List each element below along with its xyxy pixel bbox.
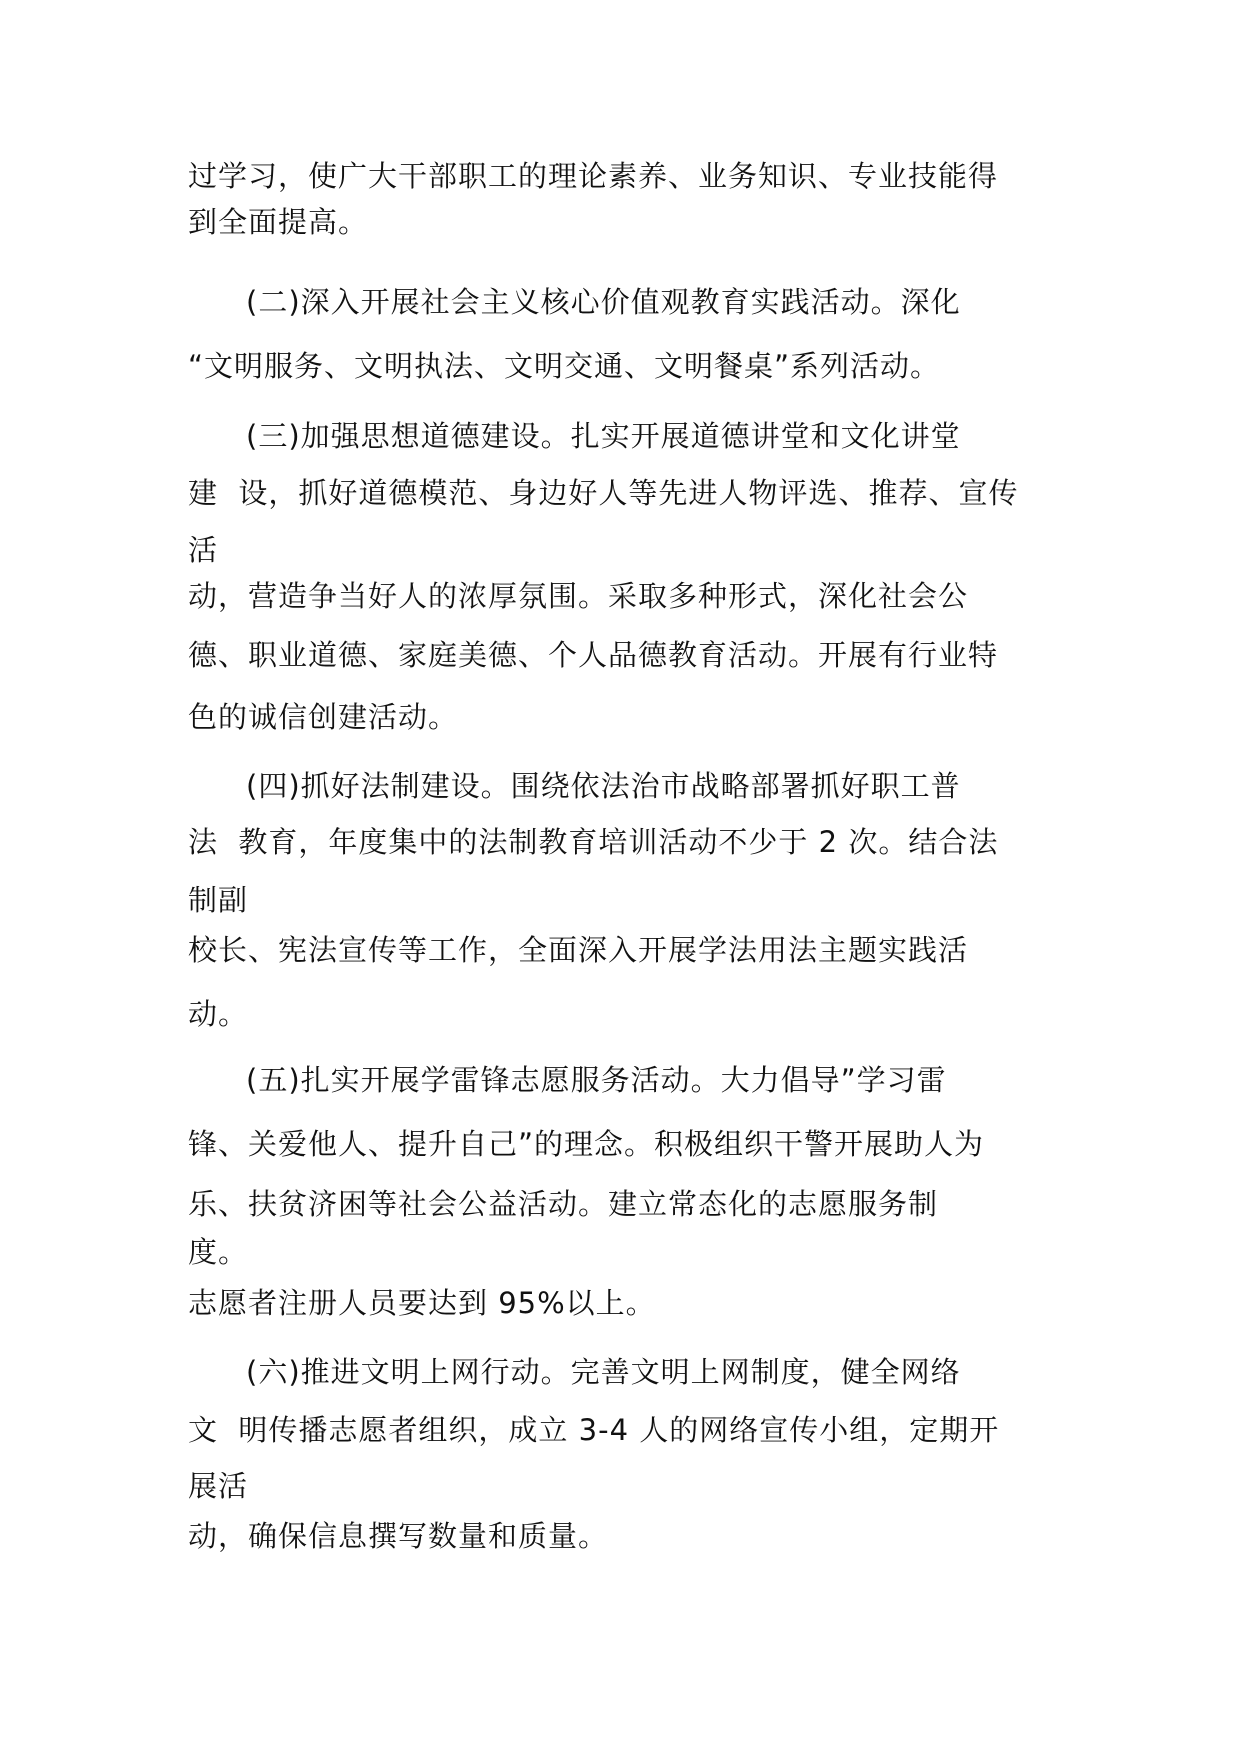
section-heading-2: (二)深入开展社会主义核心价值观教育实践活动。深化 <box>246 285 961 319</box>
text-line: 过学习，使广大干部职工的理论素养、业务知识、专业技能得 <box>188 159 999 193</box>
text-line: 制副 <box>188 883 249 917</box>
text-line: “文明服务、文明执法、文明交通、文明餐桌”系列活动。 <box>188 349 941 383</box>
text-line: 色的诚信创建活动。 <box>188 700 459 734</box>
text-line: 建 设，抓好道德模范、身边好人等先进人物评选、推荐、宣传 <box>188 476 1019 510</box>
text-line: 展活 <box>188 1469 249 1503</box>
section-heading-4: (四)抓好法制建设。围绕依法治市战略部署抓好职工普 <box>246 769 961 803</box>
text-line: 乐、扶贫济困等社会公益活动。建立常态化的志愿服务制 <box>188 1187 939 1221</box>
text-line: 文 明传播志愿者组织，成立 3-4 人的网络宣传小组，定期开 <box>188 1413 1000 1447</box>
text-line: 度。 <box>188 1235 249 1269</box>
section-heading-3: (三)加强思想道德建设。扎实开展道德讲堂和文化讲堂 <box>246 419 961 453</box>
text-line: 法 教育，年度集中的法制教育培训活动不少于 2 次。结合法 <box>188 825 999 859</box>
section-heading-6: (六)推进文明上网行动。完善文明上网制度，健全网络 <box>246 1355 961 1389</box>
text-line: 志愿者注册人员要达到 95%以上。 <box>188 1286 656 1320</box>
text-line: 德、职业道德、家庭美德、个人品德教育活动。开展有行业特 <box>188 638 999 672</box>
text-line: 活 <box>188 533 219 567</box>
text-line: 动，确保信息撰写数量和质量。 <box>188 1519 609 1553</box>
text-line: 动。 <box>188 997 249 1031</box>
text-line: 校长、宪法宣传等工作，全面深入开展学法用法主题实践活 <box>188 933 969 967</box>
section-heading-5: (五)扎实开展学雷锋志愿服务活动。大力倡导”学习雷 <box>246 1063 947 1097</box>
text-line: 动，营造争当好人的浓厚氛围。采取多种形式，深化社会公 <box>188 579 969 613</box>
text-line: 到全面提高。 <box>188 205 369 239</box>
text-line: 锋、关爱他人、提升自己”的理念。积极组织干警开展助人为 <box>188 1127 985 1161</box>
